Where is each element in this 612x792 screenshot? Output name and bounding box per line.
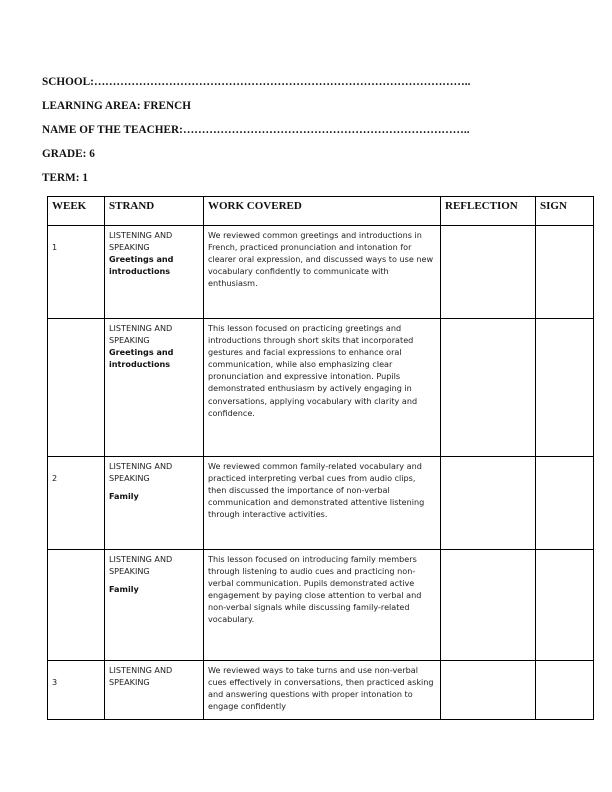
week-cell xyxy=(48,319,105,457)
record-of-work-table xyxy=(47,196,594,720)
work-covered-cell: This lesson focused on practicing greetings and introductions through short skits that incorporated gestures and facial expressions to enhance oral communication, while also emphasizing clear pronunciation and expressive intonation. Pupils demonstrated enthusiasm by actively engaging in conversations, applying vocabulary with clarity and confidence. xyxy=(204,319,441,457)
column-header-work-covered: WORK COVERED xyxy=(204,197,441,226)
sign-cell[interactable] xyxy=(536,550,594,661)
term-label: TERM: 1 xyxy=(42,172,89,184)
substrand-label: Family xyxy=(109,584,139,595)
week-number: 3 xyxy=(52,677,58,687)
week-cell xyxy=(48,226,105,319)
strand-label: LISTENING AND SPEAKING xyxy=(109,323,173,346)
school-field: SCHOOL:……………………………………………………………………………………….. xyxy=(42,76,471,88)
column-header-strand: STRAND xyxy=(105,197,204,226)
column-header-sign: SIGN xyxy=(536,197,594,226)
strand-label: LISTENING AND SPEAKING xyxy=(109,665,173,688)
table-row xyxy=(48,226,594,319)
work-covered-cell: We reviewed ways to take turns and use non-verbal cues effectively in conversations, then practiced asking and answering questions with proper intonation to engage confidently xyxy=(204,661,441,720)
strand-cell xyxy=(105,661,204,720)
week-number: 2 xyxy=(52,473,58,483)
week-cell xyxy=(48,457,105,550)
substrand-label: Greetings and introductions xyxy=(109,347,174,370)
strand-label: LISTENING AND SPEAKING xyxy=(109,230,173,253)
week-number: 1 xyxy=(52,242,58,252)
column-header-reflection: REFLECTION xyxy=(441,197,536,226)
table-row xyxy=(48,661,594,720)
week-cell xyxy=(48,661,105,720)
table-header-row xyxy=(48,197,594,226)
sign-cell[interactable] xyxy=(536,319,594,457)
table-row xyxy=(48,550,594,661)
strand-cell xyxy=(105,226,204,319)
learning-area-label: LEARNING AREA: FRENCH xyxy=(42,100,191,112)
substrand-label: Family xyxy=(109,491,139,502)
work-covered-cell: We reviewed common family-related vocabulary and practiced interpreting verbal cues from audio clips, then discussed the importance of non-verbal communication and demonstrated attentive listening through interactive activities. xyxy=(204,457,441,550)
work-covered-cell: We reviewed common greetings and introductions in French, practiced pronunciation and intonation for clearer oral expression, and discussed ways to use new vocabulary confidently to communicate with enthusiasm. xyxy=(204,226,441,319)
strand-cell xyxy=(105,457,204,550)
strand-cell xyxy=(105,319,204,457)
strand-cell xyxy=(105,550,204,661)
strand-label: LISTENING AND SPEAKING xyxy=(109,461,173,484)
column-header-week: WEEK xyxy=(48,197,105,226)
sign-cell[interactable] xyxy=(536,226,594,319)
reflection-cell[interactable] xyxy=(441,550,536,661)
reflection-cell[interactable] xyxy=(441,226,536,319)
reflection-cell[interactable] xyxy=(441,661,536,720)
reflection-cell[interactable] xyxy=(441,319,536,457)
sign-cell[interactable] xyxy=(536,457,594,550)
week-cell xyxy=(48,550,105,661)
work-covered-cell: This lesson focused on introducing family members through listening to audio cues and practicing non-verbal communication. Pupils demonstrated active engagement by paying close attention to verbal and non-verbal signals while discussing family-related vocabulary. xyxy=(204,550,441,661)
table-row xyxy=(48,457,594,550)
sign-cell[interactable] xyxy=(536,661,594,720)
teacher-name-field: NAME OF THE TEACHER:………………………………………………………………….. xyxy=(42,124,470,136)
grade-label: GRADE: 6 xyxy=(42,148,95,160)
strand-label: LISTENING AND SPEAKING xyxy=(109,554,173,577)
table-row xyxy=(48,319,594,457)
substrand-label: Greetings and introductions xyxy=(109,254,174,277)
reflection-cell[interactable] xyxy=(441,457,536,550)
